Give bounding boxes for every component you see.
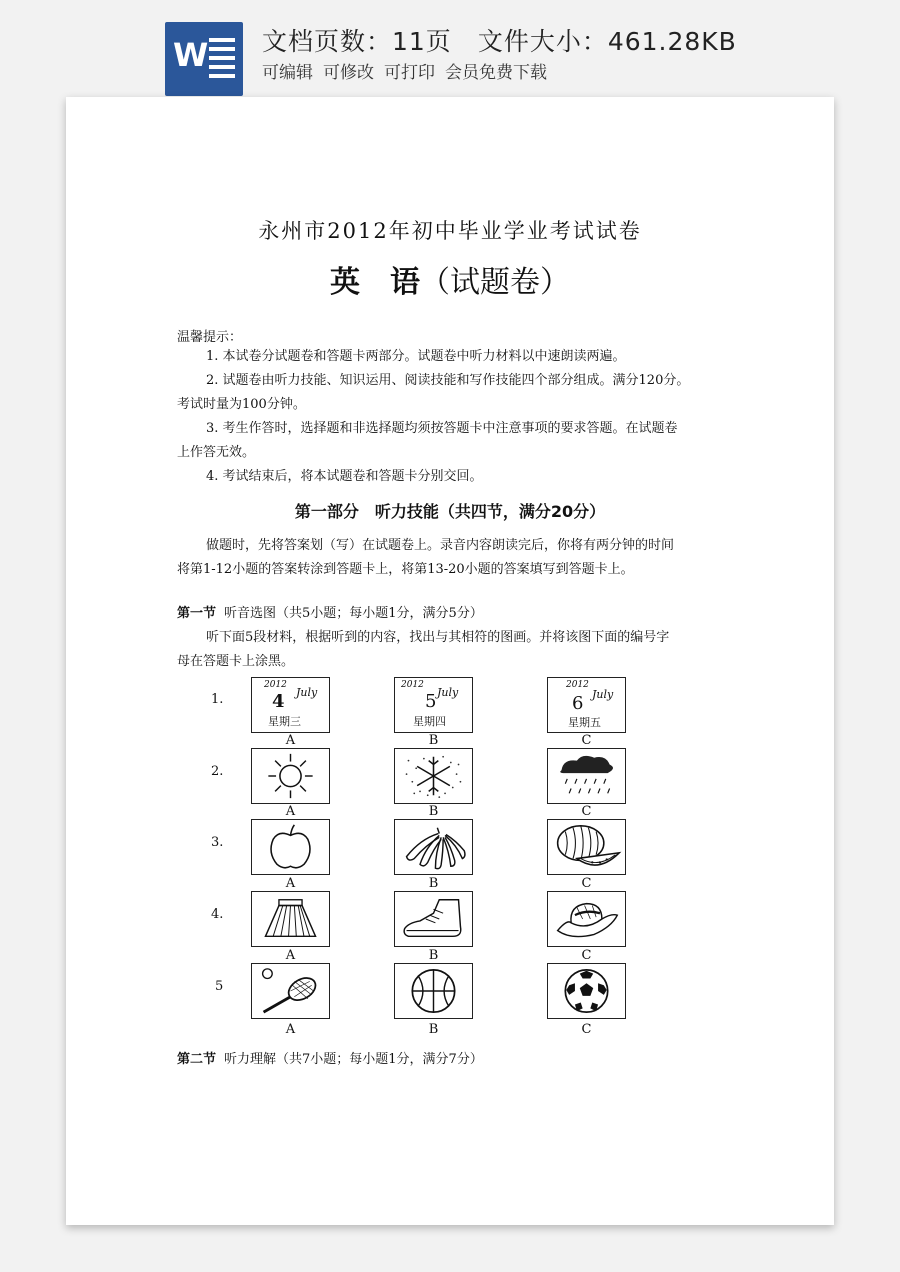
tennis-racket-icon[interactable] bbox=[251, 963, 330, 1019]
part1-heading bbox=[66, 499, 834, 522]
exam-title: 永州市2012年初中毕业学业考试试卷 bbox=[258, 219, 642, 243]
instruction-line: 做题时，先将答案划（写）在试题卷上。录音内容朗读完后，你将有两分钟的时间 bbox=[206, 538, 675, 553]
option-label: B bbox=[428, 876, 439, 891]
tip-line: 1. 本试卷分试题卷和答题卡两部分。试题卷中听力材料以中速朗读两遍。 bbox=[206, 349, 626, 364]
section1-label: 第一节 bbox=[177, 606, 217, 621]
shoe-icon[interactable] bbox=[394, 891, 473, 947]
part1-desc: 听力技能（共四节，满分20分） bbox=[374, 502, 606, 521]
question-number: 1. bbox=[211, 692, 224, 707]
option-label: A bbox=[285, 876, 296, 891]
word-document-icon: W bbox=[165, 22, 243, 96]
option-label: C bbox=[581, 1022, 592, 1037]
part1-title: 第一部分 bbox=[294, 502, 359, 521]
skirt-icon[interactable] bbox=[251, 891, 330, 947]
question-number: 4. bbox=[211, 907, 224, 922]
option-label: C bbox=[581, 876, 592, 891]
rain-cloud-icon[interactable] bbox=[547, 748, 626, 804]
feature-printable: 可打印 bbox=[384, 63, 435, 83]
tip-line: 考试时量为100分钟。 bbox=[177, 397, 306, 412]
hat-icon[interactable] bbox=[547, 891, 626, 947]
document-page bbox=[66, 97, 834, 1225]
sun-icon[interactable] bbox=[251, 748, 330, 804]
feature-modifiable: 可修改 bbox=[323, 63, 374, 83]
feature-list bbox=[262, 58, 557, 83]
watermelon-icon[interactable] bbox=[547, 819, 626, 875]
section1-desc: 听音选图（共5小题；每小题1分，满分5分） bbox=[224, 606, 483, 621]
option-label: C bbox=[581, 948, 592, 963]
section2-label: 第二节 bbox=[177, 1052, 217, 1067]
apple-icon[interactable] bbox=[251, 819, 330, 875]
question-number: 3. bbox=[211, 835, 224, 850]
calendar-picture[interactable]: 2012 July 4 星期三 bbox=[251, 677, 330, 733]
calendar-picture[interactable]: 2012 July 6 星期五 bbox=[547, 677, 626, 733]
option-label: B bbox=[428, 1022, 439, 1037]
soccer-ball-icon[interactable] bbox=[547, 963, 626, 1019]
tip-line: 上作答无效。 bbox=[177, 445, 256, 460]
download-banner bbox=[0, 0, 900, 100]
tip-line: 2. 试题卷由听力技能、知识运用、阅读技能和写作技能四个部分组成。满分120分。 bbox=[206, 373, 690, 388]
option-label: A bbox=[285, 804, 296, 819]
page-count: 文档页数：11页 bbox=[262, 27, 452, 56]
file-size: 文件大小：461.28KB bbox=[477, 27, 737, 56]
bananas-icon[interactable] bbox=[394, 819, 473, 875]
calendar-picture[interactable]: 2012 July 5 星期四 bbox=[394, 677, 473, 733]
option-label: C bbox=[581, 804, 592, 819]
option-label: B bbox=[428, 804, 439, 819]
instruction-line: 将第1-12小题的答案转涂到答题卡上，将第13-20小题的答案填写到答题卡上。 bbox=[177, 562, 634, 577]
subject-name: 英 语 bbox=[330, 265, 420, 300]
snowflake-icon[interactable] bbox=[394, 748, 473, 804]
subject-note: （试题卷） bbox=[420, 265, 570, 300]
option-label: A bbox=[285, 733, 296, 748]
section2-desc: 听力理解（共7小题；每小题1分，满分7分） bbox=[224, 1052, 483, 1067]
feature-editable: 可编辑 bbox=[262, 63, 313, 83]
section1-text: 母在答题卡上涂黑。 bbox=[177, 654, 295, 669]
option-label: A bbox=[285, 1022, 296, 1037]
option-label: B bbox=[428, 948, 439, 963]
tip-line: 3. 考生作答时，选择题和非选择题均须按答题卡中注意事项的要求答题。在试题卷 bbox=[206, 421, 678, 436]
file-info bbox=[262, 22, 763, 58]
feature-member-download: 会员免费下载 bbox=[445, 63, 547, 83]
section1-heading bbox=[177, 602, 483, 621]
tips-heading: 温馨提示： bbox=[177, 330, 243, 345]
question-number: 2. bbox=[211, 764, 224, 779]
option-label: B bbox=[428, 733, 439, 748]
basketball-icon[interactable] bbox=[394, 963, 473, 1019]
question-number: 5 bbox=[215, 979, 224, 994]
tip-line: 4. 考试结束后，将本试题卷和答题卡分别交回。 bbox=[206, 469, 483, 484]
option-label: A bbox=[285, 948, 296, 963]
subject-title bbox=[66, 257, 834, 301]
option-label: C bbox=[581, 733, 592, 748]
section2-heading bbox=[177, 1048, 483, 1067]
section1-text: 听下面5段材料，根据听到的内容，找出与其相符的图画。并将该图下面的编号字 bbox=[206, 630, 670, 645]
